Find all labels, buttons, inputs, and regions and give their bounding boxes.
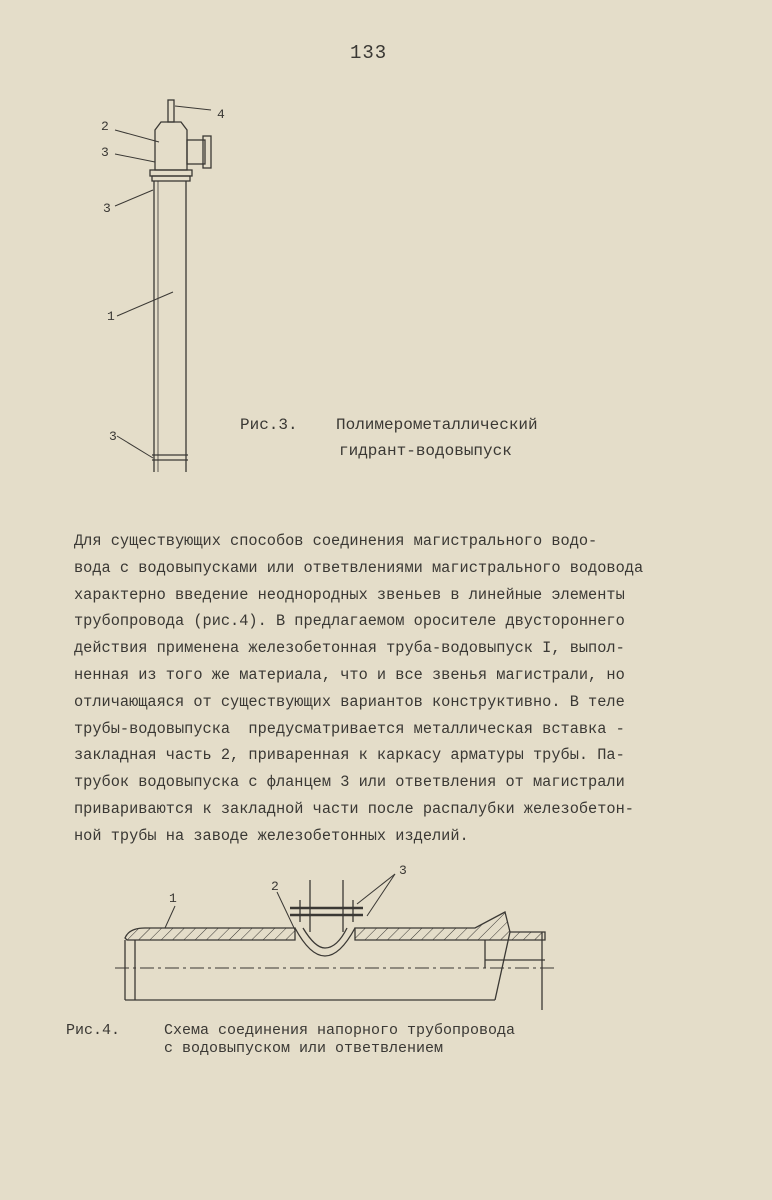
figure-3-hydrant-drawing bbox=[95, 90, 245, 480]
fig3-callout-4: 4 bbox=[217, 107, 225, 122]
figure-3-label: Рис.3. bbox=[240, 416, 298, 434]
figure-4-pipeline-drawing bbox=[105, 860, 565, 1020]
figure-4-label: Рис.4. bbox=[66, 1022, 121, 1039]
figure-3-caption bbox=[240, 412, 538, 464]
figure-4-caption-line1: Схема соединения напорного трубопровода bbox=[164, 1022, 516, 1039]
body-paragraph bbox=[74, 528, 724, 850]
fig3-callout-3-top: 3 bbox=[101, 145, 109, 160]
body-line: ной трубы на заводе железобетонных изделий. bbox=[74, 826, 469, 845]
page-number: 133 bbox=[350, 42, 388, 64]
fig3-callout-3-bottom: 3 bbox=[109, 429, 117, 444]
body-line: трубок водовыпуска с фланцем 3 или ответвления от магистрали bbox=[74, 773, 625, 792]
body-line: трубопровода (рис.4). В предлагаемом оросителе двустороннего bbox=[74, 612, 625, 631]
fig4-callout-1: 1 bbox=[169, 891, 177, 906]
fig3-callout-1: 1 bbox=[107, 309, 115, 324]
body-line: Для существующих способов соединения магистрального водо- bbox=[74, 532, 598, 550]
fig3-callout-2: 2 bbox=[101, 119, 109, 134]
figure-3-caption-line1: Полимерометаллический bbox=[336, 416, 538, 434]
fig4-callout-3: 3 bbox=[399, 863, 407, 878]
body-line: привариваются к закладной части после распалубки железобетон- bbox=[74, 799, 634, 818]
body-line: ненная из того же материала, что и все звенья магистрали, но bbox=[74, 665, 625, 684]
fig3-callout-3-mid: 3 bbox=[103, 201, 111, 216]
body-line: характерно введение неоднородных звеньев в линейные элементы bbox=[74, 585, 625, 604]
figure-4-caption-line2: с водовыпуском или ответвлением bbox=[164, 1040, 444, 1057]
body-line: закладная часть 2, приваренная к каркасу арматуры трубы. Па- bbox=[74, 746, 625, 765]
figure-4-caption bbox=[66, 1022, 515, 1058]
body-line: отличающаяся от существующих вариантов конструктивно. В теле bbox=[74, 692, 625, 711]
body-line: действия применена железобетонная труба-водовыпуск I, выпол- bbox=[74, 639, 625, 658]
body-line: вода с водовыпусками или ответвлениями магистрального водовода bbox=[74, 558, 644, 577]
figure-3-caption-line2: гидрант-водовыпуск bbox=[339, 442, 512, 460]
fig4-callout-2: 2 bbox=[271, 879, 279, 894]
body-line: трубы-водовыпуска предусматривается металлическая вставка - bbox=[74, 719, 625, 738]
